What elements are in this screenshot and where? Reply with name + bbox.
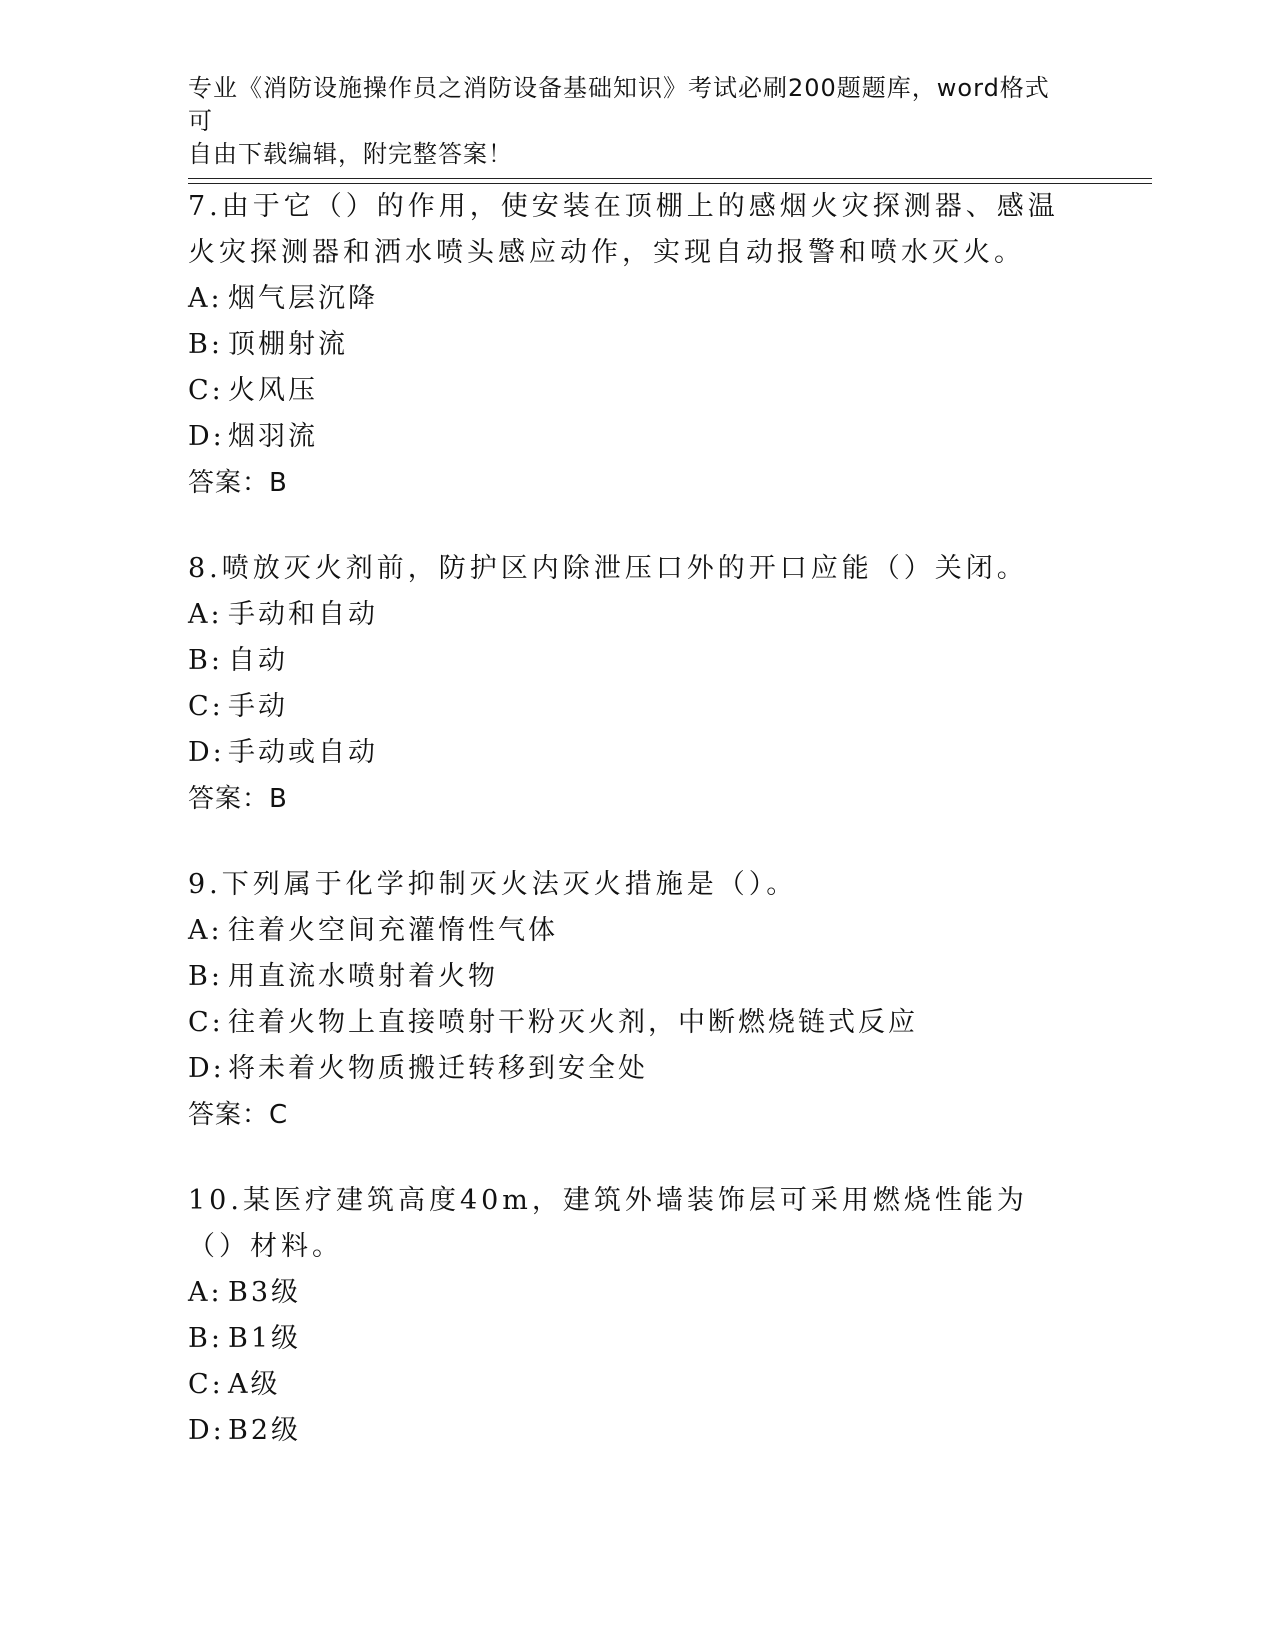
option-text: 自动 [228,645,288,676]
question-7 [188,184,1068,506]
question-text: 10.某医疗建筑高度40m，建筑外墙装饰层可采用燃烧性能为（）材料。 [188,1185,1028,1262]
answer-label: 答案：B [188,468,288,498]
option-text: B2级 [228,1415,302,1446]
question-text: 8.喷放灭火剂前，防护区内除泄压口外的开口应能（）关闭。 [188,553,1028,584]
option-c [188,368,1068,414]
option-text: 手动 [228,691,288,722]
option-text: B1级 [228,1323,302,1354]
option-letter: C: [188,375,224,406]
option-a [188,276,1068,322]
option-d [188,730,1068,776]
option-letter: A: [188,599,223,630]
header-line-1: 专业《消防设施操作员之消防设备基础知识》考试必刷200题题库，word格式可 [188,74,1050,135]
option-text: B3级 [228,1277,302,1308]
option-d [188,1408,1068,1454]
option-letter: D: [188,421,225,452]
option-letter: D: [188,1415,225,1446]
option-text: 手动和自动 [228,599,378,630]
option-a [188,592,1068,638]
option-letter: A: [188,915,223,946]
option-b [188,638,1068,684]
option-letter: D: [188,737,225,768]
question-text: 9.下列属于化学抑制灭火法灭火措施是（）。 [188,869,798,900]
option-d [188,1046,1068,1092]
option-text: 往着火空间充灌惰性气体 [228,915,558,946]
option-c [188,1000,1068,1046]
option-letter: C: [188,691,224,722]
question-8 [188,546,1068,822]
answer-label: 答案：B [188,784,288,814]
option-text: A级 [228,1369,281,1400]
option-text: 往着火物上直接喷射干粉灭火剂，中断燃烧链式反应 [228,1007,918,1038]
option-text: 将未着火物质搬迁转移到安全处 [228,1053,648,1084]
option-a [188,908,1068,954]
option-letter: B: [188,1323,223,1354]
option-b [188,954,1068,1000]
option-letter: C: [188,1007,224,1038]
option-letter: D: [188,1053,225,1084]
option-text: 用直流水喷射着火物 [228,961,498,992]
option-c [188,684,1068,730]
document-header [188,72,1068,171]
option-letter: C: [188,1369,224,1400]
question-9 [188,862,1068,1138]
option-text: 顶棚射流 [228,329,348,360]
option-letter: B: [188,961,223,992]
option-text: 烟气层沉降 [228,283,378,314]
option-letter: B: [188,645,223,676]
header-divider-top [188,178,1152,179]
option-letter: A: [188,1277,223,1308]
option-text: 烟羽流 [228,421,318,452]
option-letter: A: [188,283,223,314]
option-letter: B: [188,329,223,360]
option-d [188,414,1068,460]
option-text: 火风压 [228,375,318,406]
option-b [188,322,1068,368]
option-a [188,1270,1068,1316]
question-10 [188,1178,1068,1454]
answer-label: 答案：C [188,1100,289,1130]
option-b [188,1316,1068,1362]
header-line-2: 自由下载编辑，附完整答案！ [188,140,513,168]
option-text: 手动或自动 [228,737,378,768]
question-text: 7.由于它（）的作用，使安装在顶棚上的感烟火灾探测器、感温火灾探测器和洒水喷头感应动作，实现自动报警和喷水灭火。 [188,191,1059,268]
option-c [188,1362,1068,1408]
